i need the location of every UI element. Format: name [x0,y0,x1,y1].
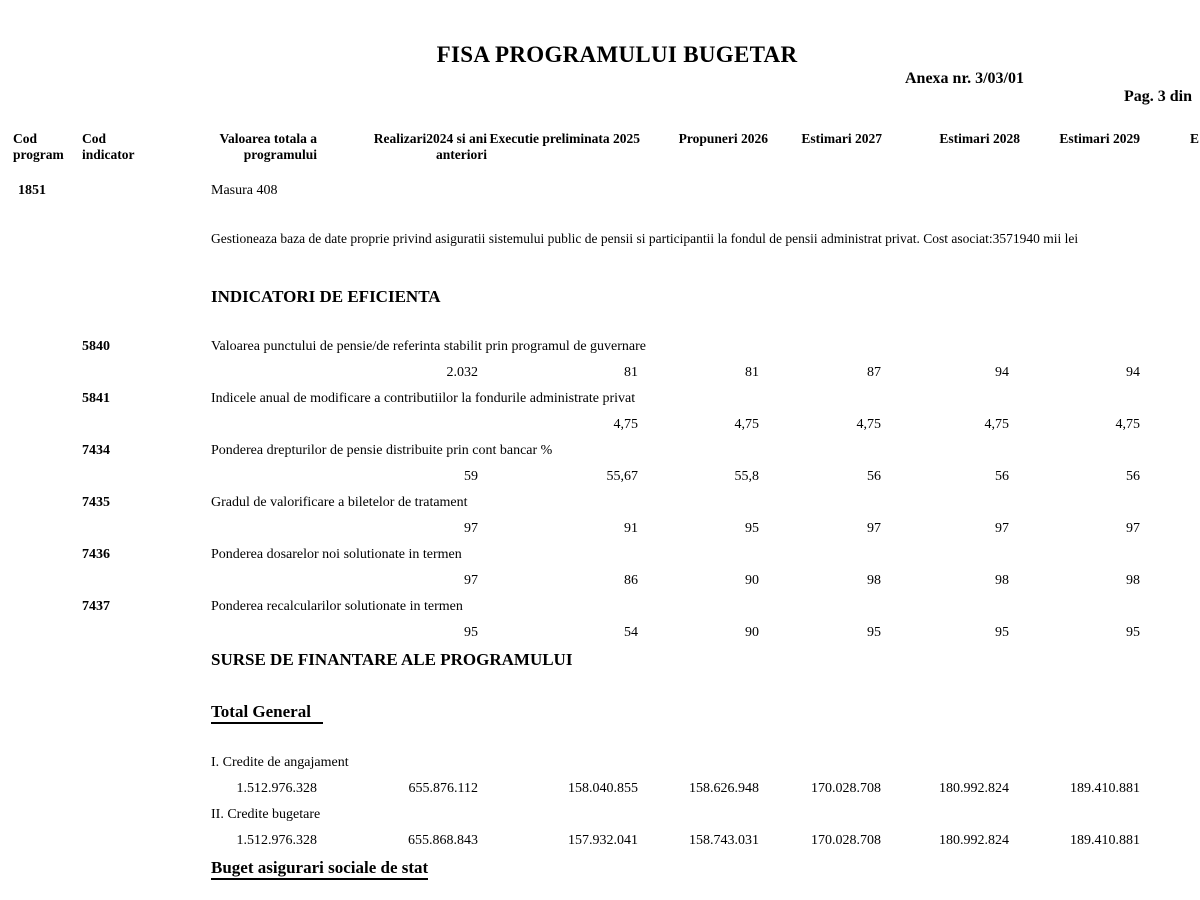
indicator-value-propuneri: 90 [745,625,759,640]
program-description: Gestioneaza baza de date proprie privind asiguratii sistemului public de pensii si participantii la fondul de pensii administrat privat. Cost asociat:3571940 mii lei [211,231,1079,246]
indicator-value-executie: 4,75 [613,417,638,432]
indicator-value-est2029: 4,75 [1115,417,1140,432]
funding-values-row [0,833,1200,855]
indicator-value-est2029: 98 [1126,573,1140,588]
funding-value-valoarea: 1.512.976.328 [236,833,317,848]
indicator-values-row [0,417,1200,439]
funding-value-est2027: 170.028.708 [811,833,881,848]
indicator-value-est2029: 56 [1126,469,1140,484]
table-header-row [0,131,1200,167]
indicator-value-propuneri: 90 [745,573,759,588]
indicator-value-realizari: 97 [464,573,478,588]
program-row [0,183,1200,205]
column-header-estimari-2029: Estimari 2029 [1059,131,1140,146]
annex-label: Anexa nr. 3/03/01 [905,70,1024,87]
indicator-value-est2027: 97 [867,521,881,536]
indicator-row [0,339,1200,361]
indicator-value-propuneri: 81 [745,365,759,380]
funding-value-est2029: 189.410.881 [1070,833,1140,848]
indicator-value-est2028: 56 [995,469,1009,484]
indicator-name: Ponderea recalcularilor solutionate in termen [211,599,463,614]
indicator-name: Gradul de valorificare a biletelor de tratament [211,495,468,510]
indicator-row [0,391,1200,413]
funding-value-est2027: 170.028.708 [811,781,881,796]
page-number-label: Pag. 3 din [1124,88,1193,105]
column-header-cod-indicator: Cod indicator [82,131,135,163]
indicator-row [0,599,1200,621]
indicator-name: Valoarea punctului de pensie/de referinta stabilit prin programul de guvernare [211,339,646,354]
funding-value-est2028: 180.992.824 [939,833,1009,848]
program-description-row [0,231,1200,253]
funding-label: I. Credite de angajament [211,755,349,770]
indicator-value-executie: 55,67 [606,469,638,484]
indicator-values-row [0,521,1200,543]
column-header-estimari-2027: Estimari 2027 [801,131,882,146]
column-header-valoarea-totala: Valoarea totala a programului [219,131,317,163]
funding-values-row [0,781,1200,803]
column-header-estimari-2028: Estimari 2028 [939,131,1020,146]
indicator-name: Ponderea drepturilor de pensie distribuite prin cont bancar % [211,443,553,458]
funding-value-est2029: 189.410.881 [1070,781,1140,796]
column-header-truncated: E [1190,131,1200,146]
program-code: 1851 [18,183,46,198]
indicator-code: 7435 [82,495,110,510]
indicator-value-est2027: 98 [867,573,881,588]
column-header-realizari-2024: Realizari2024 si ani anteriori [373,131,487,163]
column-header-executie-2025: Executie preliminata 2025 [489,131,640,146]
funding-label: II. Credite bugetare [211,807,321,822]
indicator-value-est2028: 98 [995,573,1009,588]
funding-value-executie: 158.040.855 [568,781,638,796]
indicator-value-est2027: 87 [867,365,881,380]
indicator-code: 7436 [82,547,110,562]
indicator-value-est2027: 95 [867,625,881,640]
budget-label: Buget asigurari sociale de stat [211,858,428,880]
funding-value-executie: 157.932.041 [568,833,638,848]
indicator-value-realizari: 2.032 [446,365,478,380]
indicator-values-row [0,365,1200,387]
indicator-value-executie: 91 [624,521,638,536]
indicator-code: 5840 [82,339,110,354]
column-header-cod-program: Cod program [13,131,64,163]
indicator-code: 7437 [82,599,110,614]
indicator-row [0,495,1200,517]
indicator-value-est2029: 97 [1126,521,1140,536]
indicator-value-propuneri: 4,75 [734,417,759,432]
total-general-label: Total General [211,702,323,724]
indicator-value-est2028: 95 [995,625,1009,640]
funding-value-est2028: 180.992.824 [939,781,1009,796]
section-title-funding: SURSE DE FINANTARE ALE PROGRAMULUI [211,650,573,669]
indicator-value-realizari: 97 [464,521,478,536]
indicator-value-realizari: 95 [464,625,478,640]
indicator-value-est2027: 4,75 [856,417,881,432]
page-title: FISA PROGRAMULUI BUGETAR [436,42,798,67]
column-header-propuneri-2026: Propuneri 2026 [678,131,768,146]
indicator-value-executie: 86 [624,573,638,588]
total-general-heading [211,702,323,722]
funding-row-label [0,755,1200,777]
indicator-values-row [0,573,1200,595]
indicator-value-propuneri: 95 [745,521,759,536]
funding-value-realizari: 655.876.112 [408,781,478,796]
section-title-indicators: INDICATORI DE EFICIENTA [211,287,441,306]
indicator-code: 7434 [82,443,110,458]
indicator-values-row [0,625,1200,647]
budget-heading [211,858,428,878]
indicator-row [0,443,1200,465]
indicator-code: 5841 [82,391,110,406]
funding-value-propuneri: 158.743.031 [689,833,759,848]
indicator-name: Ponderea dosarelor noi solutionate in termen [211,547,462,562]
funding-value-propuneri: 158.626.948 [689,781,759,796]
indicator-value-realizari: 59 [464,469,478,484]
indicator-value-est2027: 56 [867,469,881,484]
indicator-value-est2028: 97 [995,521,1009,536]
indicator-value-est2029: 95 [1126,625,1140,640]
indicator-value-est2028: 4,75 [984,417,1009,432]
indicator-value-est2029: 94 [1126,365,1140,380]
funding-value-realizari: 655.868.843 [408,833,478,848]
indicator-value-propuneri: 55,8 [734,469,759,484]
indicator-value-executie: 54 [624,625,638,640]
program-name: Masura 408 [211,183,278,198]
indicator-name: Indicele anual de modificare a contributiilor la fondurile administrate privat [211,391,636,406]
indicator-value-est2028: 94 [995,365,1009,380]
indicator-row [0,547,1200,569]
indicator-values-row [0,469,1200,491]
indicator-value-executie: 81 [624,365,638,380]
funding-value-valoarea: 1.512.976.328 [236,781,317,796]
funding-row-label [0,807,1200,829]
